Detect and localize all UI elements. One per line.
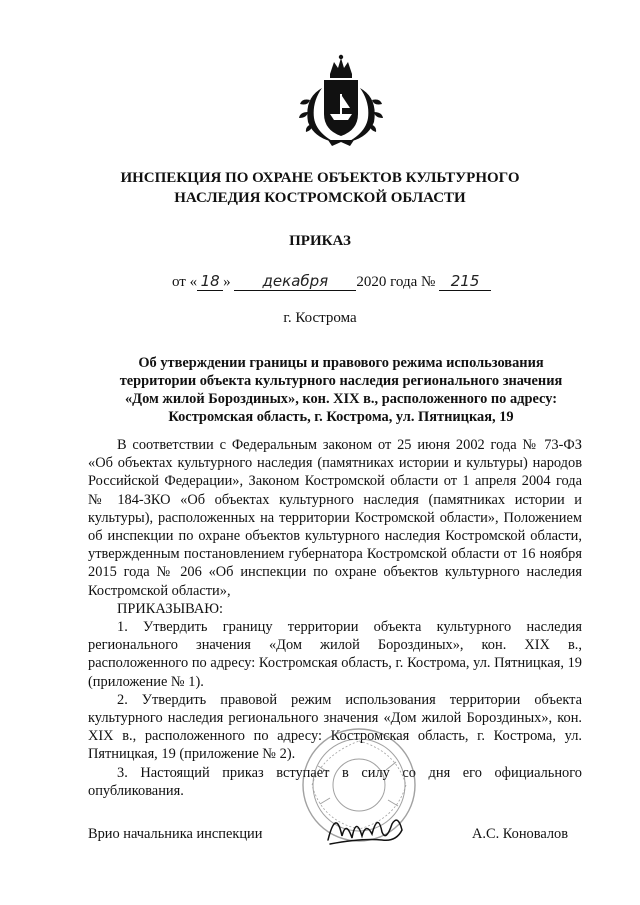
document-subject xyxy=(100,354,582,426)
organization-name xyxy=(60,168,580,208)
signatory-name: А.С. Коновалов xyxy=(472,826,569,842)
order-word: ПРИКАЗЫВАЮ: xyxy=(117,600,224,617)
date-day-field xyxy=(197,272,223,291)
document-number: 215 xyxy=(450,272,480,290)
city: г. Кострома xyxy=(283,310,357,326)
document-dateline xyxy=(172,272,491,291)
date-month: декабря xyxy=(262,272,329,290)
subject-line-3: «Дом жилой Бороздиных», кон. XIX в., расположенного по адресу: xyxy=(124,391,558,407)
subject-line-4: Костромская область, г. Кострома, ул. Пятницкая, 19 xyxy=(168,409,514,425)
preamble-paragraph: В соответствии с Федеральным законом от 25 июня 2002 года № 73-ФЗ «Об объектах культурного наследия (памятниках истории и культуры) народов Российской Федерации», Законом Костромской области от 1 апреля 2004 года № 184-ЗКО «Об объектах культурного наследия (памятниках истории и культуры), расположенных на территории Костромской области», Положением об инспекции по охране объектов культурного наследия Костромской области, утвержденным постановлением губернатора Костромской области от 16 ноября 2015 года № 206 «Об инспекции по охране объектов культурного наследия Костромской области», xyxy=(88,437,582,599)
signatory-position: Врио начальника инспекции xyxy=(88,826,263,842)
date-mid: » xyxy=(223,274,231,290)
coat-of-arms-icon xyxy=(294,52,388,150)
order-item-1: 1. Утвердить границу территории объекта культурного наследия регионального значения «Дом жилой Бороздиных», кон. XIX в., расположенного по адресу: Костромская область, г. Кострома, ул. Пятницкая, 19 (приложение № 1). xyxy=(88,619,582,690)
date-year: 2020 года № xyxy=(356,274,436,290)
order-item-3: 3. Настоящий приказ вступает в силу со дня его официального опубликования. xyxy=(88,764,582,799)
date-day: 18 xyxy=(200,272,220,290)
subject-line-1: Об утверждении границы и правового режима использования xyxy=(138,355,544,371)
handwritten-signature xyxy=(322,802,412,850)
organization-line-1: ИНСПЕКЦИЯ ПО ОХРАНЕ ОБЪЕКТОВ КУЛЬТУРНОГО xyxy=(120,170,520,186)
date-prefix: от « xyxy=(172,274,198,290)
document-number-field xyxy=(439,272,491,291)
order-item-2: 2. Утвердить правовой режим использования территории объекта культурного наследия регионального значения «Дом жилой Бороздиных», кон. XIX в., расположенного по адресу: Костромская область, г. Кострома, ул. Пятницкая, 19 (приложение № 2). xyxy=(88,691,582,763)
date-month-field xyxy=(234,272,356,291)
subject-line-2: территории объекта культурного наследия регионального значения xyxy=(119,373,563,389)
document-type: ПРИКАЗ xyxy=(289,233,351,249)
organization-line-2: НАСЛЕДИЯ КОСТРОМСКОЙ ОБЛАСТИ xyxy=(174,190,466,206)
